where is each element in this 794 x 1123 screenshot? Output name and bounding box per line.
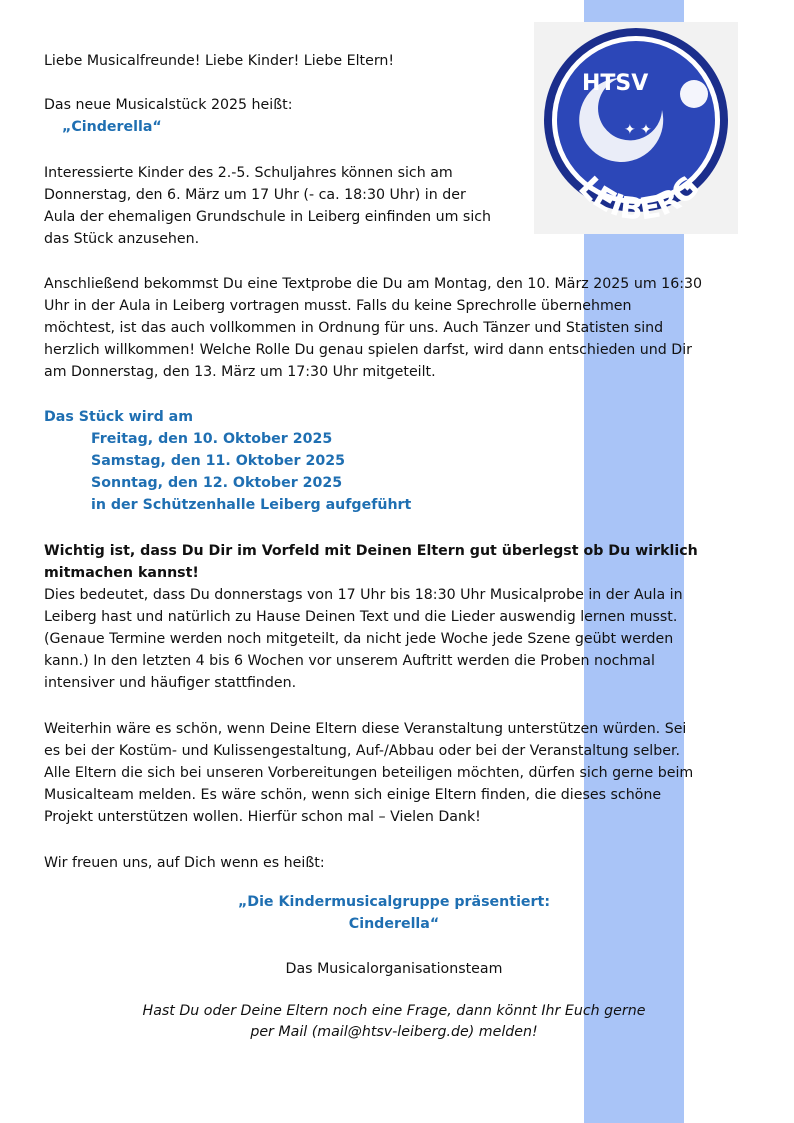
logo-top-text: HTSV: [582, 71, 649, 96]
musical-title: „Cinderella“: [62, 119, 162, 135]
performance-date: Samstag, den 11. Oktober 2025: [91, 453, 345, 469]
paragraph-line: (Genaue Termine werden noch mitgeteilt, da nicht jede Woche jede Szene geübt werden: [44, 631, 674, 647]
presents-line: „Die Kindermusicalgruppe präsentiert:: [237, 894, 551, 910]
closing-line: Wir freuen uns, auf Dich wenn es heißt:: [44, 855, 325, 871]
performance-date: Freitag, den 10. Oktober 2025: [91, 431, 333, 447]
logo-bottom-text: LEIBERG: [571, 169, 707, 228]
paragraph-line: das Stück anzusehen.: [44, 231, 200, 247]
paragraph-line: Leiberg hast und natürlich zu Hause Deinen Text und die Lieder auswendig lernen musst.: [44, 609, 678, 625]
intro-line: Das neue Musicalstück 2025 heißt:: [44, 97, 293, 113]
paragraph-line: es bei der Kostüm- und Kulissengestaltung, Auf-/Abbau oder bei der Veranstaltung selber.: [44, 743, 681, 759]
club-logo: [534, 22, 738, 234]
decorative-stripe: [584, 234, 684, 1123]
paragraph-line: kann.) In den letzten 4 bis 6 Wochen vor unserem Auftritt werden die Proben nochmal: [44, 653, 655, 669]
presents-title: Cinderella“: [348, 916, 440, 932]
paragraph-line: Alle Eltern die sich bei unseren Vorbereitungen beteiligen möchten, dürfen sich gerne beim: [44, 765, 694, 781]
paragraph-line: Musicalteam melden. Es wäre schön, wenn sich einige Eltern finden, die dieses schöne: [44, 787, 662, 803]
performance-date: Sonntag, den 12. Oktober 2025: [91, 475, 343, 491]
paragraph-line: möchtest, ist das auch vollkommen in Ordnung für uns. Auch Tänzer und Statisten sind: [44, 320, 664, 336]
svg-text:✦ ✦: ✦ ✦: [624, 122, 652, 138]
contact-line: Hast Du oder Deine Eltern noch eine Frage, dann könnt Ihr Euch gerne: [142, 1003, 646, 1019]
paragraph-line: Projekt unterstützen wollen. Hierfür schon mal – Vielen Dank!: [44, 809, 481, 825]
paragraph-line: herzlich willkommen! Welche Rolle Du genau spielen darfst, wird dann entschieden und Dir: [44, 342, 692, 358]
paragraph-line: am Donnerstag, den 13. März um 17:30 Uhr mitgeteilt.: [44, 364, 436, 380]
important-note: mitmachen kannst!: [44, 565, 199, 581]
decorative-stripe-top: [584, 0, 684, 22]
performance-venue: in der Schützenhalle Leiberg aufgeführt: [91, 497, 412, 513]
important-note: Wichtig ist, dass Du Dir im Vorfeld mit Deinen Eltern gut überlegst ob Du wirklich: [44, 543, 698, 559]
dates-intro: Das Stück wird am: [44, 409, 194, 425]
greeting: Liebe Musicalfreunde! Liebe Kinder! Liebe Eltern!: [44, 53, 395, 69]
logo-area: [534, 22, 738, 234]
signature: Das Musicalorganisationsteam: [285, 961, 503, 977]
paragraph-line: intensiver und häufiger stattfinden.: [44, 675, 297, 691]
paragraph-line: Weiterhin wäre es schön, wenn Deine Eltern diese Veranstaltung unterstützen würden. Sei: [44, 721, 687, 737]
paragraph-line: Anschließend bekommst Du eine Textprobe die Du am Montag, den 10. März 2025 um 16:30: [44, 276, 703, 292]
paragraph-line: Uhr in der Aula in Leiberg vortragen musst. Falls du keine Sprechrolle übernehmen: [44, 298, 632, 314]
contact-line: per Mail (mail@htsv-leiberg.de) melden!: [250, 1024, 538, 1040]
paragraph-line: Interessierte Kinder des 2.-5. Schuljahres können sich am: [44, 165, 453, 181]
paragraph-line: Aula der ehemaligen Grundschule in Leiberg einfinden um sich: [44, 209, 492, 225]
paragraph-line: Dies bedeutet, dass Du donnerstags von 17 Uhr bis 18:30 Uhr Musicalprobe in der Aula in: [44, 587, 683, 603]
paragraph-line: Donnerstag, den 6. März um 17 Uhr (- ca. 18:30 Uhr) in der: [44, 187, 466, 203]
